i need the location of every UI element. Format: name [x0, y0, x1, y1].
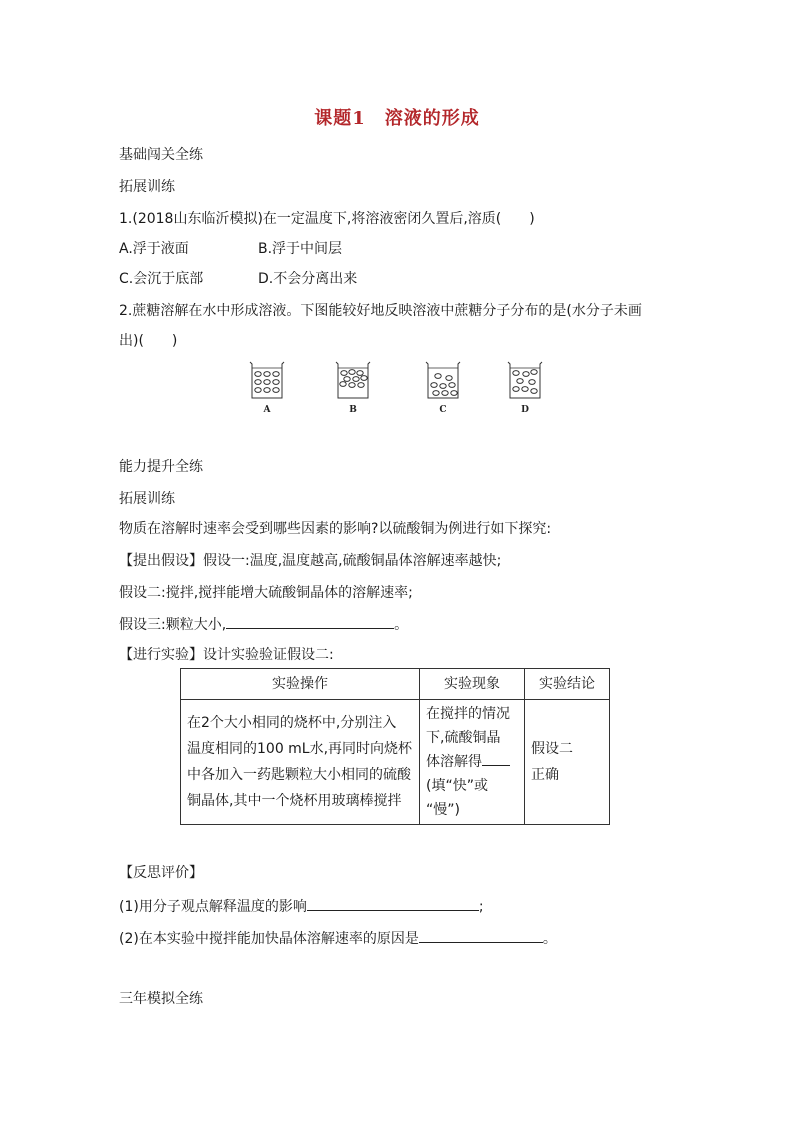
table-header-row	[181, 669, 610, 700]
reflection-1-end: ;	[478, 899, 484, 915]
beaker-figure	[240, 358, 550, 418]
phenomenon-line-with-blank	[426, 750, 518, 774]
header-conclusion: 实验结论	[525, 669, 610, 700]
beaker-label-c: C	[439, 405, 447, 415]
cell-operation	[181, 700, 420, 825]
beaker-label-d: D	[521, 405, 529, 415]
hypothesis-1: 【提出假设】假设一:温度,温度越高,硫酸铜晶体溶解速率越快;	[119, 553, 502, 569]
question-2-stem-line1: 2.蔗糖溶解在水中形成溶液。下图能较好地反映溶液中蔗糖分子分布的是(水分子未画	[119, 303, 642, 319]
operation-line: 铜晶体,其中一个烧杯用玻璃棒搅拌	[187, 793, 402, 809]
hypothesis-3-blank[interactable]	[226, 614, 394, 629]
cell-phenomenon	[420, 700, 525, 825]
beaker-label-b: B	[349, 405, 357, 415]
section-three-year: 三年模拟全练	[119, 991, 203, 1007]
subsection-basic-extension: 拓展训练	[119, 179, 175, 195]
q1-option-b: B.浮于中间层	[258, 241, 343, 257]
hypothesis-2: 假设二:搅拌,搅拌能增大硫酸铜晶体的溶解速率;	[119, 585, 413, 601]
phenomenon-line: “慢”)	[426, 802, 460, 818]
beaker-label-a: A	[263, 405, 271, 415]
phenomenon-text: 体溶解得	[426, 754, 482, 770]
phenomenon-line: (填“快”或	[426, 778, 488, 794]
hypothesis-3-text: 假设三:颗粒大小,	[119, 617, 227, 633]
inquiry-intro: 物质在溶解时速率会受到哪些因素的影响?以硫酸铜为例进行如下探究:	[119, 521, 552, 537]
reflection-1-text: (1)用分子观点解释温度的影响	[119, 899, 307, 915]
reflection-2-end: 。	[542, 931, 557, 947]
table-row	[181, 700, 610, 825]
conclusion-line: 正确	[531, 767, 559, 783]
beaker-c	[426, 362, 460, 398]
beaker-d	[508, 362, 542, 398]
phenomenon-blank[interactable]	[482, 751, 510, 766]
beaker-a	[250, 362, 284, 398]
subsection-ability-extension: 拓展训练	[119, 491, 175, 507]
conclusion-line: 假设二	[531, 741, 573, 757]
q1-option-d: D.不会分离出来	[258, 271, 358, 287]
reflection-2-blank[interactable]	[419, 928, 543, 943]
cell-conclusion	[525, 700, 610, 825]
question-2-stem-line2: 出)( )	[119, 333, 178, 349]
hypothesis-3-end: 。	[394, 617, 409, 633]
phenomenon-line: 下,硫酸铜晶	[426, 730, 501, 746]
q1-option-a: A.浮于液面	[119, 241, 189, 257]
header-phenomenon: 实验现象	[420, 669, 525, 700]
operation-line: 在2个大小相同的烧杯中,分别注入	[187, 715, 397, 731]
reflection-heading: 【反思评价】	[119, 865, 203, 881]
beaker-b	[336, 362, 370, 398]
phenomenon-line: 在搅拌的情况	[426, 706, 510, 722]
question-1-stem: 1.(2018山东临沂模拟)在一定温度下,将溶液密闭久置后,溶质( )	[119, 211, 535, 227]
section-ability: 能力提升全练	[119, 459, 203, 475]
hypothesis-3	[119, 614, 408, 634]
reflection-1-blank[interactable]	[307, 896, 479, 911]
experiment-heading: 【进行实验】设计实验验证假设二:	[119, 647, 334, 663]
q1-option-c: C.会沉于底部	[119, 271, 204, 287]
operation-line: 中各加入一药匙颗粒大小相同的硫酸	[187, 767, 411, 783]
reflection-1	[119, 896, 484, 916]
section-basic: 基础闯关全练	[119, 147, 203, 163]
reflection-2	[119, 928, 557, 948]
header-operation: 实验操作	[181, 669, 420, 700]
page-title: 课题1 溶液的形成	[314, 108, 480, 129]
experiment-table	[180, 668, 610, 825]
operation-line: 温度相同的100 mL水,再同时向烧杯	[187, 741, 413, 757]
reflection-2-text: (2)在本实验中搅拌能加快晶体溶解速率的原因是	[119, 931, 419, 947]
